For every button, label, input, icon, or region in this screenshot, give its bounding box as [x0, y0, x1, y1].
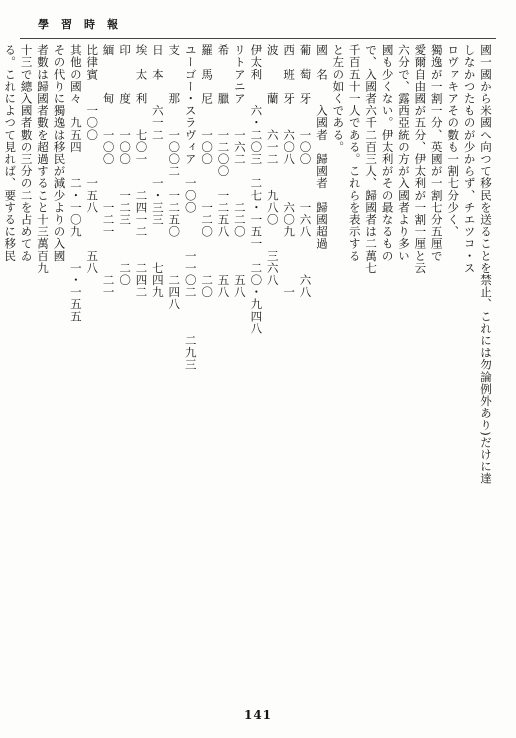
table-row: リトアニア 一六二 二二〇 五八: [232, 44, 247, 299]
text-column: 千百五十一人である。これらを表示する: [347, 44, 362, 262]
running-title: 學習時報: [38, 18, 130, 31]
text-column: で、入國者六千二百三人、歸國者は二萬七: [364, 44, 379, 274]
text-column: 國一國から米國へ向つて移民を送ることを禁止、これには勿論例外あり)だけに達: [479, 44, 493, 485]
text-column: 十三で總入國者數の三分の二を占めてゐ: [19, 44, 34, 262]
table-row: 希 臘 一二〇〇 一二五八 五八: [216, 44, 231, 299]
table-row: 埃 太 利 七〇一 二四一二 二四二: [134, 44, 149, 299]
text-column: と左の如くである。: [331, 44, 346, 153]
text-column: 獨逸が一割一分、英國が一割七分五厘で: [429, 44, 444, 262]
table-row: 緬 甸 一〇〇 一二一 二一: [101, 44, 116, 299]
table-row: 葡 萄 牙 一〇〇 一六八 六八: [298, 44, 313, 299]
text-column: しなかつたものが少からず、チエツコ・ス: [462, 44, 477, 274]
vertical-text-body: [3, 44, 494, 674]
text-column: 國も少くない。伊太利がその最なるもの: [380, 44, 395, 262]
text-column: [0, 44, 2, 674]
text-column: 者數は歸國者數を超過すること十三萬百九: [36, 44, 51, 274]
page-number: 141: [243, 708, 273, 722]
table-row: 西 班 牙 六〇八 六〇九 一: [282, 44, 297, 299]
table-row: 國 名 入國者 歸國者 歸國超過: [314, 44, 329, 250]
table-row: 波 蘭 六一二 九八〇 三六八: [265, 44, 280, 286]
table-row: 日 本 六一二 一・三三 七四九: [150, 44, 165, 299]
text-column: る。これによつて見れば、要するに移民: [3, 44, 18, 262]
page-header: [20, 14, 496, 39]
table-row: 伊太利 六・二〇三 二七・一五一 二〇・九四八: [249, 44, 264, 335]
text-column: 愛爾自由國が五分、伊太利が一割一厘と云: [413, 44, 428, 274]
text-column: 六分で、露西亞統の方が入國者より多い: [396, 44, 411, 262]
table-row: 羅 馬 尼 一〇〇 一二〇 二〇: [200, 44, 215, 299]
table-row: 其他の國々 九五四 二・一〇九 一・一五五: [68, 44, 83, 323]
text-column: ロヴァキアその數も一割七分少く、: [446, 44, 461, 238]
table-row: ユーゴー・スラヴィア 一〇〇 一一〇二 二九三: [183, 44, 198, 371]
table-row: 印 度 一〇〇 一二三 二〇: [118, 44, 133, 286]
text-column: その代りに獨逸は移民が減少よりの入國: [52, 44, 67, 262]
table-row: 比律賓 一〇〇 一五八 五八: [85, 44, 100, 274]
table-row: 支 那 一〇〇二 一二五〇 二四八: [167, 44, 182, 311]
